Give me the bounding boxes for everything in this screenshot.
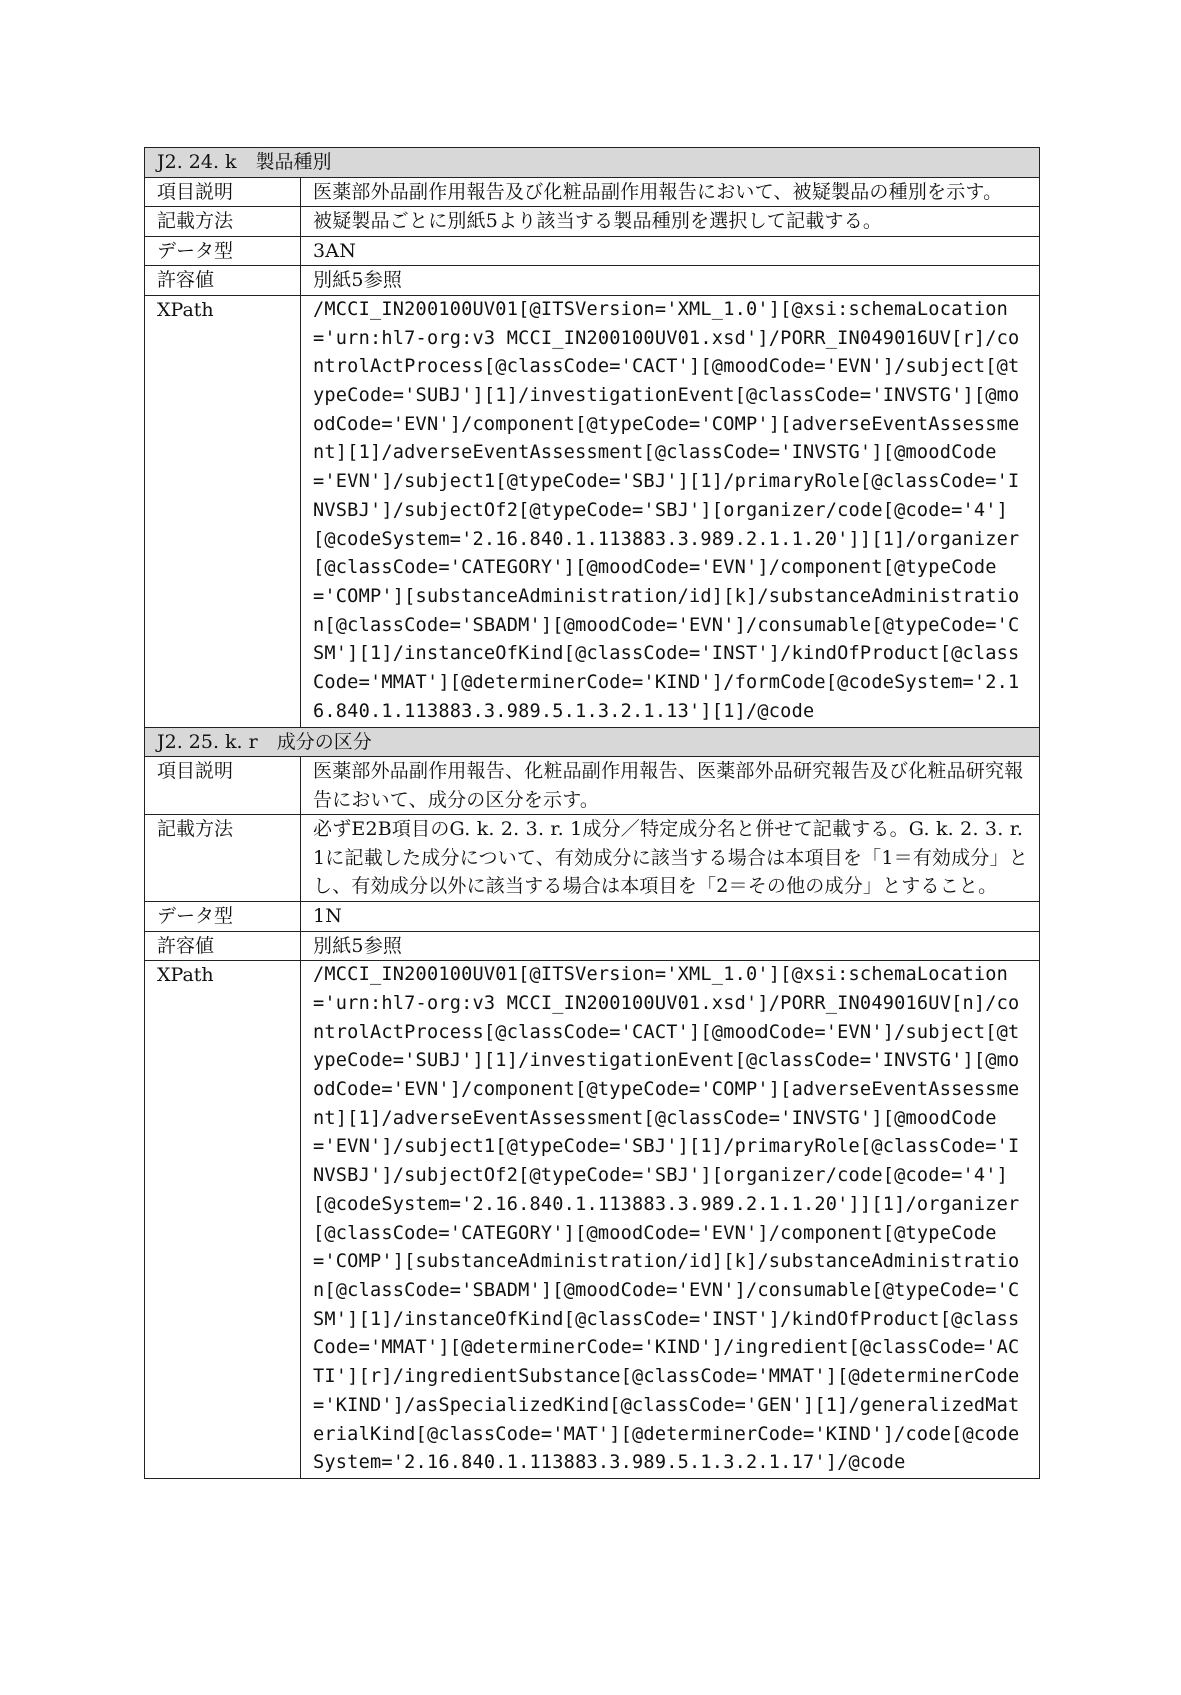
section-header-product-type [145, 148, 1040, 178]
row-label: データ型 [145, 236, 301, 266]
table-row [145, 961, 1040, 1479]
row-label: XPath [145, 295, 301, 727]
row-label: 記載方法 [145, 207, 301, 237]
row-label: 項目説明 [145, 177, 301, 207]
row-label: XPath [145, 961, 301, 1479]
row-value: 被疑製品ごとに別紙5より該当する製品種別を選択して記載する。 [301, 207, 1040, 237]
table-row [145, 177, 1040, 207]
row-label: 許容値 [145, 931, 301, 961]
section-header-ingredient-category [145, 727, 1040, 757]
table-row [145, 295, 1040, 727]
row-value: 1N [301, 902, 1040, 932]
section-heading: J2. 24. k 製品種別 [145, 148, 1040, 178]
row-value: 医薬部外品副作用報告及び化粧品副作用報告において、被疑製品の種別を示す。 [301, 177, 1040, 207]
table-row [145, 902, 1040, 932]
xpath-value: /MCCI_IN200100UV01[@ITSVersion='XML_1.0'][@xsi:schemaLocation='urn:hl7-org:v3 MCCI_IN200100UV01.xsd']/PORR_IN049016UV[n]/controlActProcess[@classCode='CACT'][@moodCode='EVN']/subject[@typeCode='SUBJ'][1]/investigationEvent[@classCode='INVSTG'][@moodCode='EVN']/component[@typeCode='COMP'][adverseEventAssessment][1]/adverseEventAssessment[@classCode='INVSTG'][@moodCode='EVN']/subject1[@typeCode='SBJ'][1]/primaryRole[@classCode='INVSBJ']/subjectOf2[@typeCode='SBJ'][organizer/code[@code='4'][@codeSystem='2.16.840.1.113883.3.989.2.1.1.20']][1]/organizer[@classCode='CATEGORY'][@moodCode='EVN']/component[@typeCode='COMP'][substanceAdministration/id][k]/substanceAdministration[@classCode='SBADM'][@moodCode='EVN']/consumable[@typeCode='CSM'][1]/instanceOfKind[@classCode='INST']/kindOfProduct[@classCode='MMAT'][@determinerCode='KIND']/ingredient[@classCode='ACTI'][r]/ingredientSubstance[@classCode='MMAT'][@determinerCode='KIND']/asSpecializedKind[@classCode='GEN'][1]/generalizedMaterialKind[@classCode='MAT'][@determinerCode='KIND']/code[@codeSystem='2.16.840.1.113883.3.989.5.1.3.2.1.17']/@code [301, 961, 1040, 1479]
row-label: データ型 [145, 902, 301, 932]
row-label: 記載方法 [145, 815, 301, 902]
row-value: 医薬部外品副作用報告、化粧品副作用報告、医薬部外品研究報告及び化粧品研究報告において、成分の区分を示す。 [301, 757, 1040, 815]
spec-table [144, 147, 1040, 1479]
xpath-value: /MCCI_IN200100UV01[@ITSVersion='XML_1.0'][@xsi:schemaLocation='urn:hl7-org:v3 MCCI_IN200100UV01.xsd']/PORR_IN049016UV[r]/controlActProcess[@classCode='CACT'][@moodCode='EVN']/subject[@typeCode='SUBJ'][1]/investigationEvent[@classCode='INVSTG'][@moodCode='EVN']/component[@typeCode='COMP'][adverseEventAssessment][1]/adverseEventAssessment[@classCode='INVSTG'][@moodCode='EVN']/subject1[@typeCode='SBJ'][1]/primaryRole[@classCode='INVSBJ']/subjectOf2[@typeCode='SBJ'][organizer/code[@code='4'][@codeSystem='2.16.840.1.113883.3.989.2.1.1.20']][1]/organizer[@classCode='CATEGORY'][@moodCode='EVN']/component[@typeCode='COMP'][substanceAdministration/id][k]/substanceAdministration[@classCode='SBADM'][@moodCode='EVN']/consumable[@typeCode='CSM'][1]/instanceOfKind[@classCode='INST']/kindOfProduct[@classCode='MMAT'][@determinerCode='KIND']/formCode[@codeSystem='2.16.840.1.113883.3.989.5.1.3.2.1.13'][1]/@code [301, 295, 1040, 727]
row-label: 許容値 [145, 266, 301, 296]
row-value: 別紙5参照 [301, 931, 1040, 961]
row-label: 項目説明 [145, 757, 301, 815]
table-row [145, 757, 1040, 815]
table-row [145, 207, 1040, 237]
row-value: 必ずE2B項目のG. k. 2. 3. r. 1成分／特定成分名と併せて記載する。G. k. 2. 3. r. 1に記載した成分について、有効成分に該当する場合は本項目を「1＝有効成分」とし、有効成分以外に該当する場合は本項目を「2＝その他の成分」とすること。 [301, 815, 1040, 902]
section-heading: J2. 25. k. r 成分の区分 [145, 727, 1040, 757]
table-row [145, 931, 1040, 961]
table-row [145, 236, 1040, 266]
table-row [145, 266, 1040, 296]
table-row [145, 815, 1040, 902]
row-value: 別紙5参照 [301, 266, 1040, 296]
row-value: 3AN [301, 236, 1040, 266]
